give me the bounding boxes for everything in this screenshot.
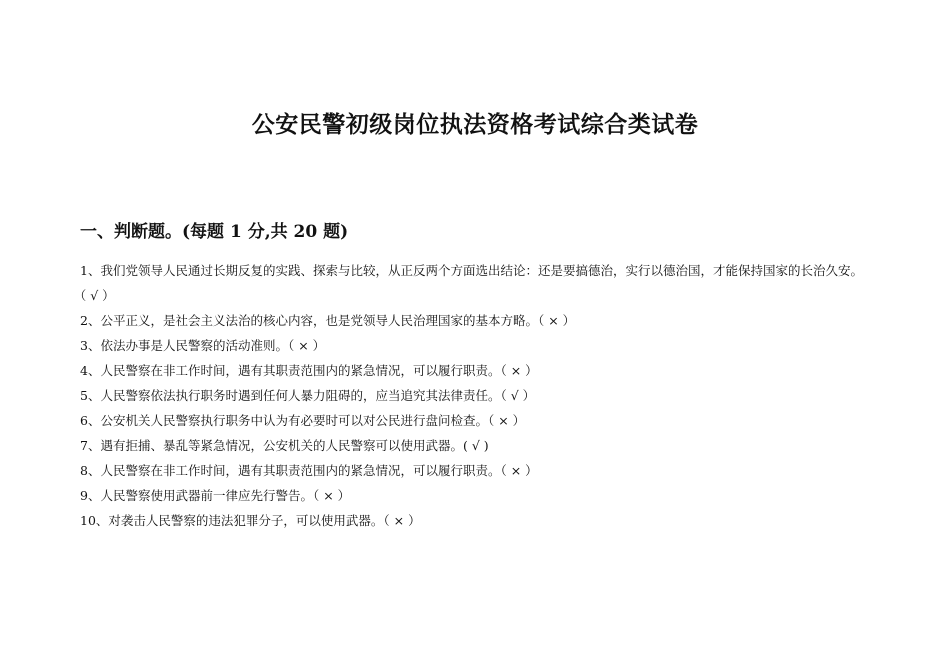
question-text: 1、我们党领导人民通过长期反复的实践、探索与比较，从正反两个方面选出结论：还是要搞德治，实行以德治国，才能保持国家的长治久安。 (80, 263, 863, 278)
list-item (80, 458, 880, 483)
question-answer: （ × ） (383, 513, 421, 528)
question-text: 6、公安机关人民警察执行职务中认为有必要时可以对公民进行盘问检查。 (80, 413, 488, 428)
list-item (80, 308, 880, 333)
question-text: 3、依法办事是人民警察的活动准则。 (80, 338, 288, 353)
list-item (80, 383, 880, 408)
list-item (80, 333, 880, 358)
question-text: 5、人民警察依法执行职务时遇到任何人暴力阻碍的，应当追究其法律责任。 (80, 388, 501, 403)
list-item (80, 508, 880, 533)
section-heading: 一、判断题。(每题 1 分,共 20 题) (80, 222, 349, 242)
question-answer: （ × ） (537, 313, 576, 328)
question-list (80, 258, 880, 533)
question-text: 2、公平正义，是社会主义法治的核心内容，也是党领导人民治理国家的基本方略。 (80, 313, 538, 328)
question-answer: （ × ） (312, 488, 351, 503)
question-text: 9、人民警察使用武器前一律应先行警告。 (80, 488, 313, 503)
document-title: 公安民警初级岗位执法资格考试综合类试卷 (251, 111, 699, 138)
list-item (80, 408, 880, 433)
question-answer: （ × ） (500, 463, 538, 478)
question-answer: （ × ） (487, 413, 526, 428)
list-item (80, 483, 880, 508)
question-answer: （ × ） (287, 338, 326, 353)
list-item (80, 258, 880, 308)
question-text: 7、遇有拒捕、暴乱等紧急情况，公安机关的人民警察可以使用武器。 (80, 438, 463, 453)
question-answer: （ √ ） (80, 288, 115, 303)
question-text: 10、对袭击人民警察的违法犯罪分子，可以使用武器。 (80, 513, 384, 528)
question-text: 8、人民警察在非工作时间，遇有其职责范围内的紧急情况，可以履行职责。 (80, 463, 501, 478)
question-answer: ( √ ) (462, 438, 489, 453)
list-item (80, 433, 880, 458)
question-text: 4、人民警察在非工作时间，遇有其职责范围内的紧急情况，可以履行职责。 (80, 363, 501, 378)
list-item (80, 358, 880, 383)
question-answer: （ √ ） (500, 388, 536, 403)
question-answer: （ × ） (500, 363, 538, 378)
